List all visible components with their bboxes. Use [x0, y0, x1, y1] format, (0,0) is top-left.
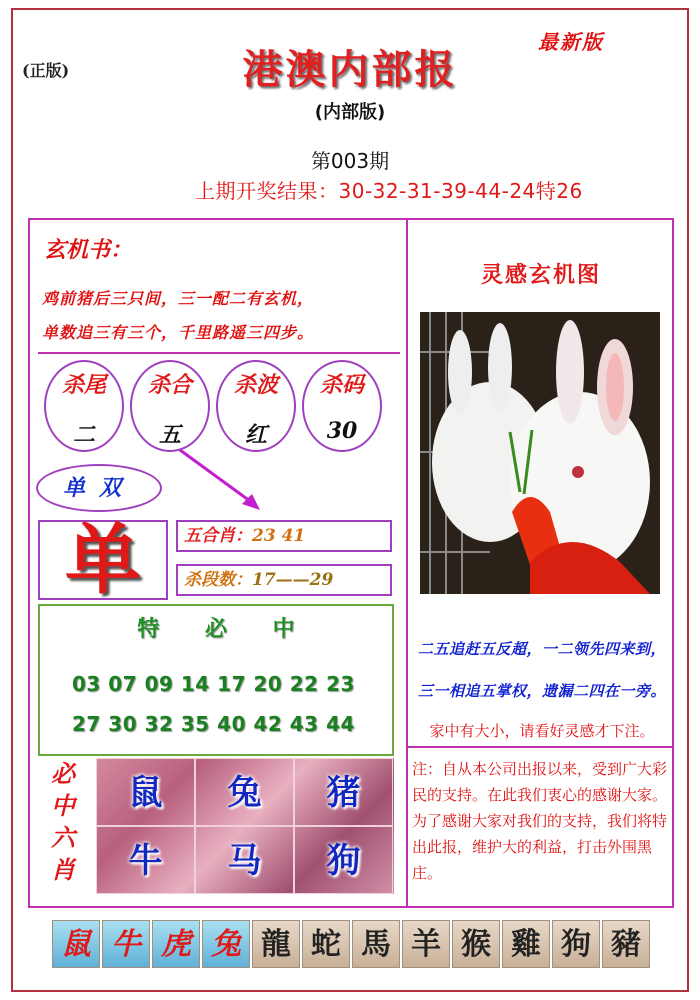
kill-label: 杀尾 [61, 372, 106, 398]
special-numbers-row-2: 27 30 32 35 40 42 43 44 [72, 712, 355, 736]
zodiac-tile: 虎 [152, 920, 200, 968]
zodiac-tile: 龍 [252, 920, 300, 968]
page-title: 港澳内部报 [242, 46, 458, 93]
zodiac-cell: 鼠 [96, 758, 195, 826]
lingan-line-2: 三一相追五掌权，遗漏二四在一旁。 [417, 682, 666, 700]
zodiac-tile: 馬 [352, 920, 400, 968]
kill-label: 杀码 [319, 372, 364, 398]
bizhong-char: 肖 [51, 855, 75, 884]
xuanjishu-title: 玄机书： [44, 237, 133, 263]
column-divider [406, 218, 408, 908]
xuanjishu-line-1: 鸡前猪后三只间，三一配二有玄机， [42, 289, 315, 308]
shaduan-label: 杀段数： [184, 570, 252, 590]
bizhong-char: 六 [51, 823, 75, 852]
issue-number: 第003期 [310, 149, 390, 173]
wuhe-label: 五合肖： [184, 526, 252, 546]
zodiac-tile: 豬 [602, 920, 650, 968]
divider [408, 746, 674, 748]
shaduan-value: 17——29 [252, 570, 334, 590]
kill-value: 五 [158, 422, 181, 448]
xuanjishu-line-2: 单数追三有三个，千里路遥三四步。 [42, 323, 315, 342]
kill-value: 30 [326, 418, 358, 444]
subtitle: (内部版) [314, 102, 386, 123]
lingan-note: 家中有大小，请看好灵感才下注。 [429, 722, 655, 740]
lingan-title: 灵感玄机图 [480, 262, 601, 288]
zodiac-cell: 猪 [294, 758, 393, 826]
zodiac-tile: 羊 [402, 920, 450, 968]
zodiac-cell: 兔 [195, 758, 294, 826]
divider [38, 352, 400, 354]
special-title: 特 必 中 [137, 616, 295, 642]
bizhong-char: 中 [51, 791, 75, 820]
notice-text: 注：自从本公司出报以来，受到广大彩民的支持。在此我们衷心的感谢大家。为了感谢大家对我们的支持，我们将特出此报，维护大的利益，打击外围黑庄。 [412, 760, 668, 882]
rabbit-photo [420, 312, 660, 594]
zodiac-tile: 鼠 [52, 920, 100, 968]
kill-label: 杀合 [147, 372, 192, 398]
big-char: 单 [65, 515, 141, 604]
danshuang-oval: 单双 [36, 464, 162, 512]
bizhong-char: 必 [51, 759, 75, 788]
zodiac-tile: 猴 [452, 920, 500, 968]
kill-value: 红 [244, 422, 267, 448]
last-result: 上期开奖结果：30-32-31-39-44-24特26 [195, 179, 583, 203]
zodiac-cell: 马 [195, 826, 294, 894]
wuhe-box [176, 520, 392, 552]
zodiac-tile: 蛇 [302, 920, 350, 968]
lingan-line-1: 二五追赶五反超，一二领先四来到， [417, 640, 666, 658]
zodiac-tile: 牛 [102, 920, 150, 968]
shaduan-box [176, 564, 392, 596]
zodiac-cell: 狗 [294, 826, 393, 894]
newest-tag: 最新版 [538, 30, 604, 54]
arrow-icon [176, 446, 268, 516]
edition-tag: (正版) [22, 61, 70, 80]
bizhong-label [46, 758, 80, 886]
zodiac-six-panel [96, 758, 394, 894]
kill-label: 杀波 [233, 372, 278, 398]
special-numbers-row-1: 03 07 09 14 17 20 22 23 [72, 672, 355, 696]
kill-value: 二 [72, 422, 95, 448]
zodiac-tile: 兔 [202, 920, 250, 968]
zodiac-tile: 狗 [552, 920, 600, 968]
wuhe-value: 23 41 [252, 526, 306, 546]
zodiac-tile: 雞 [502, 920, 550, 968]
zodiac-cell: 牛 [96, 826, 195, 894]
